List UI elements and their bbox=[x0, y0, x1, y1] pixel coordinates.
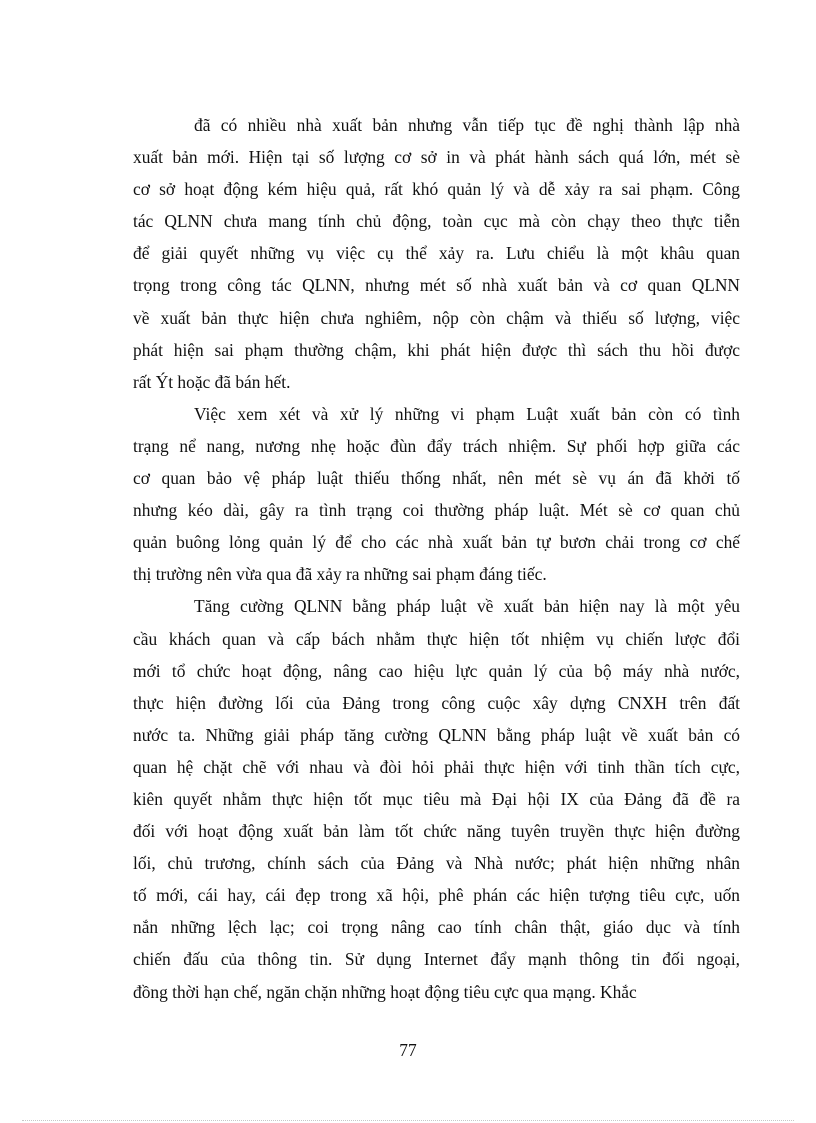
text-line: quan hệ chặt chẽ với nhau và đòi hỏi phải thực hiện với tinh thần tích cực, bbox=[133, 756, 740, 777]
text-line: thị trường nên vừa qua đã xảy ra những sai phạm đáng tiếc. bbox=[133, 564, 547, 585]
text-line: tố mới, cái hay, cái đẹp trong xã hội, phê phán các hiện tượng tiêu cực, uốn bbox=[133, 885, 740, 906]
text-line: cơ sở hoạt động kém hiệu quả, rất khó quản lý và dễ xảy ra sai phạm. Công bbox=[133, 179, 740, 200]
paragraph-3 bbox=[133, 590, 740, 1007]
paragraph-1 bbox=[133, 109, 740, 398]
text-line: quản buông lỏng quản lý để cho các nhà xuất bản tự bươn chải trong cơ chế bbox=[133, 532, 740, 553]
text-line: trọng trong công tác QLNN, nhưng mét số nhà xuất bản và cơ quan QLNN bbox=[133, 275, 740, 296]
text-line: đồng thời hạn chế, ngăn chặn những hoạt động tiêu cực qua mạng. Khắc bbox=[133, 981, 637, 1002]
text-line: thực hiện đường lối của Đảng trong công cuộc xây dựng CNXH trên đất bbox=[133, 692, 740, 713]
text-line: phát hiện sai phạm thường chậm, khi phát hiện được thì sách thu hồi được bbox=[133, 339, 740, 360]
text-line: kiên quyết nhằm thực hiện tốt mục tiêu mà Đại hội IX của Đảng đã đề ra bbox=[133, 788, 740, 809]
text-line: nước ta. Những giải pháp tăng cường QLNN bằng pháp luật về xuất bản có bbox=[133, 724, 740, 745]
text-line: mới tổ chức hoạt động, nâng cao hiệu lực quản lý của bộ máy nhà nước, bbox=[133, 660, 740, 681]
text-line: cơ quan bảo vệ pháp luật thiếu thống nhất, nên mét sè vụ án đã khởi tố bbox=[133, 468, 740, 489]
text-line: cầu khách quan và cấp bách nhằm thực hiện tốt nhiệm vụ chiến lược đổi bbox=[133, 628, 740, 649]
page-bottom-divider bbox=[22, 1120, 794, 1121]
text-line: đã có nhiều nhà xuất bản nhưng vẫn tiếp tục đề nghị thành lập nhà bbox=[194, 115, 740, 135]
text-line: Việc xem xét và xử lý những vi phạm Luật xuất bản còn có tình bbox=[194, 403, 740, 424]
text-line: để giải quyết những vụ việc cụ thể xảy ra. Lưu chiểu là một khâu quan bbox=[133, 243, 740, 264]
text-line: tác QLNN chưa mang tính chủ động, toàn cục mà còn chạy theo thực tiễn bbox=[133, 211, 740, 232]
text-line: trạng nể nang, nương nhẹ hoặc đùn đẩy trách nhiệm. Sự phối hợp giữa các bbox=[133, 435, 740, 456]
text-line: rất Ýt hoặc đã bán hết. bbox=[133, 371, 291, 392]
text-line: về xuất bản thực hiện chưa nghiêm, nộp còn chậm và thiếu số lượng, việc bbox=[133, 307, 740, 328]
text-line: nhưng kéo dài, gây ra tình trạng coi thường pháp luật. Mét sè cơ quan chủ bbox=[133, 500, 740, 521]
page-number: 77 bbox=[399, 1040, 417, 1060]
paragraph-2 bbox=[133, 398, 740, 591]
text-line: chiến đấu của thông tin. Sử dụng Internet đẩy mạnh thông tin đối ngoại, bbox=[133, 949, 740, 970]
page-body bbox=[133, 109, 740, 1008]
text-line: đối với hoạt động xuất bản làm tốt chức năng tuyên truyền thực hiện đường bbox=[133, 821, 740, 842]
text-line: lối, chủ trương, chính sách của Đảng và Nhà nước; phát hiện những nhân bbox=[133, 853, 740, 874]
text-line: nắn những lệch lạc; coi trọng nâng cao tính chân thật, giáo dục và tính bbox=[133, 917, 740, 938]
text-line: xuất bản mới. Hiện tại số lượng cơ sở in và phát hành sách quá lớn, mét sè bbox=[133, 147, 740, 168]
text-line: Tăng cường QLNN bằng pháp luật về xuất bản hiện nay là một yêu bbox=[194, 596, 740, 617]
